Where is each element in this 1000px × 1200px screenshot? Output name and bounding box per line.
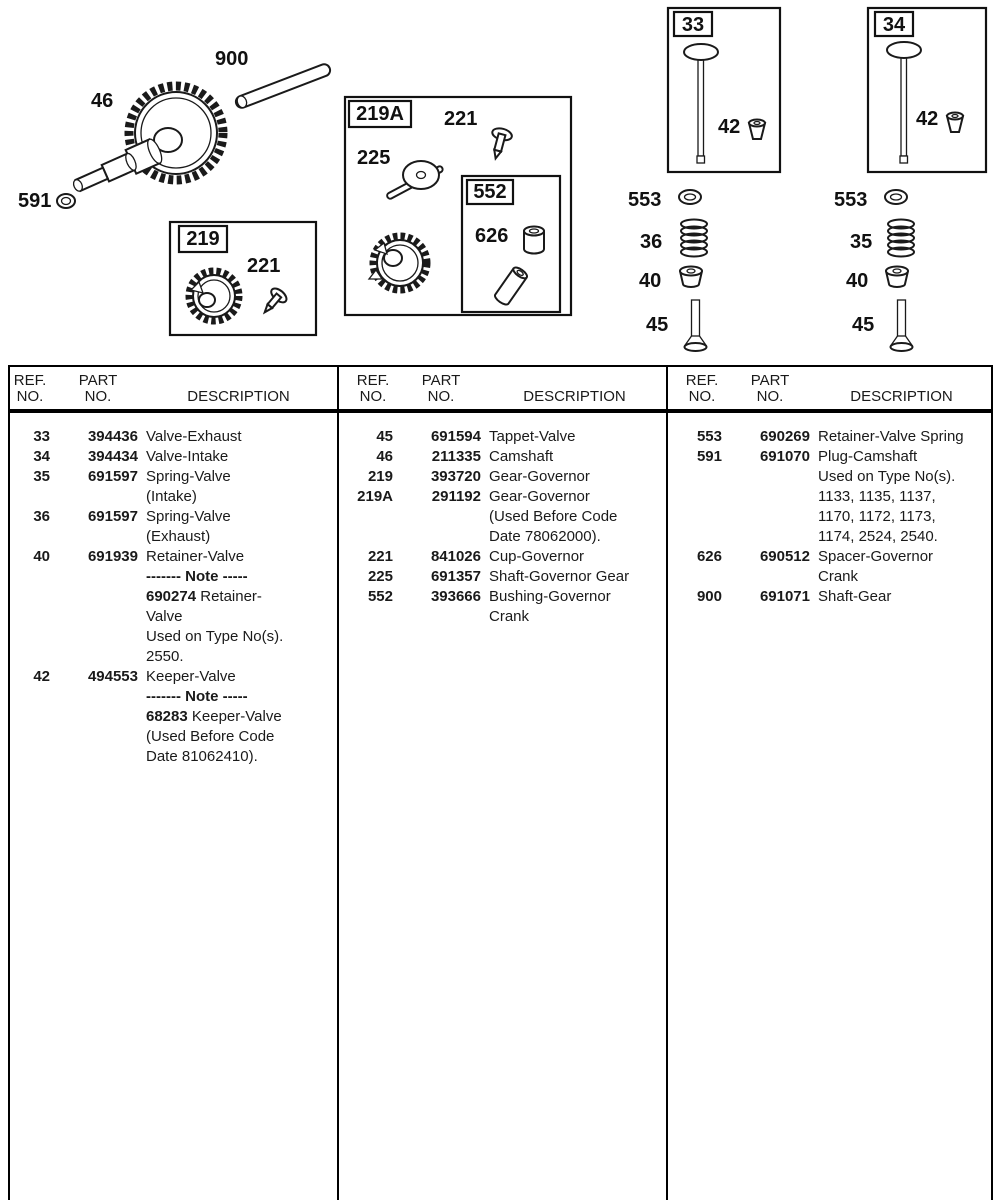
table-row (10, 427, 331, 447)
callout-219A-gear-governor: 219A (356, 103, 404, 125)
part-no: 691071 (759, 588, 810, 605)
part-no: 394434 (87, 448, 138, 465)
table-header-1 (10, 367, 337, 413)
description: 1170, 1172, 1173, (818, 508, 936, 525)
part-no (401, 607, 481, 627)
header-description: DESCRIPTION (850, 388, 953, 405)
description: ------- Note ----- (146, 568, 248, 585)
table-row-continuation (682, 507, 985, 527)
ref-no: 45 (376, 428, 393, 445)
description: Gear-Governor (489, 468, 590, 485)
table-row-continuation (10, 627, 331, 647)
ref-no: 219A (357, 488, 393, 505)
description: 2550. (146, 648, 184, 665)
header-description: DESCRIPTION (187, 388, 290, 405)
part-no (58, 567, 138, 587)
header-ref-no: REF. NO. (13, 372, 47, 405)
valve-intake-drawing (887, 42, 921, 163)
callout-552-bushing: 552 (473, 181, 507, 203)
ref-no (682, 527, 722, 547)
ref-no (10, 487, 50, 507)
callout-45-tappet-intake: 45 (852, 314, 875, 336)
part-no (401, 527, 481, 547)
callout-591-plug: 591 (18, 190, 52, 212)
callout-219-gear-governor: 219 (186, 228, 220, 250)
description: Shaft-Gear (818, 588, 892, 605)
spring-exhaust-drawing (681, 220, 707, 257)
description: Gear-Governor (489, 488, 590, 505)
table-row (353, 447, 660, 467)
tappet-intake-drawing (891, 300, 913, 351)
parts-column-3 (668, 367, 993, 1200)
ref-no (10, 627, 50, 647)
table-row (10, 667, 331, 687)
cup-governor-drawing-1 (258, 286, 289, 318)
description: (Used Before Code (146, 728, 275, 745)
parts-column-1 (10, 367, 339, 1200)
part-no: 841026 (430, 548, 481, 565)
description: Spring-Valve (146, 468, 231, 485)
retainer-intake-drawing (886, 267, 908, 288)
part-no: 691357 (430, 568, 481, 585)
table-row-continuation (10, 587, 331, 607)
description: 690274 Retainer- (146, 588, 262, 605)
valve-exhaust-drawing (684, 44, 718, 163)
callout-221-cup-governor-1: 221 (247, 255, 281, 277)
description: (Intake) (146, 488, 197, 505)
table-row (682, 427, 985, 447)
ref-no: 42 (33, 668, 50, 685)
table-row-continuation (10, 607, 331, 627)
cup-governor-drawing-2 (486, 126, 513, 161)
parts-column-2 (339, 367, 668, 1200)
table-rows-3 (668, 413, 991, 607)
ref-no: 552 (367, 588, 393, 605)
part-no: 691939 (87, 548, 138, 565)
callout-553-retainer-spring-intake: 553 (834, 189, 868, 211)
callout-42-keeper-intake: 42 (916, 108, 939, 130)
ref-no: 591 (696, 448, 722, 465)
part-no (58, 587, 138, 607)
callout-626-spacer: 626 (475, 225, 509, 247)
part-no: 211335 (431, 448, 481, 465)
callout-40-retainer-exhaust: 40 (639, 270, 662, 292)
table-row-continuation (682, 467, 985, 487)
table-row-continuation (10, 527, 331, 547)
table-header-3 (668, 367, 991, 413)
header-ref-no: REF. NO. (685, 372, 719, 405)
spacer-governor-drawing (493, 265, 528, 306)
part-no (58, 647, 138, 667)
tappet-exhaust-drawing (685, 300, 707, 351)
description: Tappet-Valve (489, 428, 576, 445)
description: (Used Before Code (489, 508, 618, 525)
part-no (58, 727, 138, 747)
part-no: 393666 (430, 588, 481, 605)
header-description: DESCRIPTION (523, 388, 626, 405)
keeper-intake-drawing (947, 113, 963, 133)
header-ref-no: REF. NO. (356, 372, 390, 405)
part-no (730, 487, 810, 507)
ref-no: 33 (33, 428, 50, 445)
callout-45-tappet-exhaust: 45 (646, 314, 669, 336)
table-row-continuation (10, 707, 331, 727)
description: ------- Note ----- (146, 688, 248, 705)
table-row (682, 587, 985, 607)
description: Valve-Intake (146, 448, 229, 465)
table-row (353, 547, 660, 567)
parts-table (8, 365, 993, 1200)
ref-no (10, 747, 50, 767)
part-no (58, 707, 138, 727)
ref-no (353, 607, 393, 627)
callout-34-valve-intake: 34 (882, 14, 906, 36)
part-no (730, 467, 810, 487)
ref-no: 900 (696, 588, 722, 605)
part-no (730, 567, 810, 587)
ref-no (10, 527, 50, 547)
header-part-no: PART NO. (750, 372, 790, 405)
callout-900-shaft-gear: 900 (215, 48, 249, 70)
ref-no (682, 467, 722, 487)
part-no (730, 527, 810, 547)
description: 1133, 1135, 1137, (818, 488, 936, 505)
description: Camshaft (489, 448, 554, 465)
ref-no (10, 707, 50, 727)
table-row (10, 467, 331, 487)
ref-no (10, 727, 50, 747)
description: (Exhaust) (146, 528, 211, 545)
description: Retainer-Valve Spring (818, 428, 964, 445)
ref-no (10, 567, 50, 587)
table-row (353, 467, 660, 487)
callout-225-shaft-governor: 225 (357, 147, 391, 169)
part-no (58, 687, 138, 707)
ref-no (682, 507, 722, 527)
plug-camshaft-drawing (57, 194, 75, 208)
retainer-exhaust-drawing (680, 267, 702, 288)
table-row-continuation (353, 507, 660, 527)
description: Crank (818, 568, 859, 585)
governor-gear-a-drawing (369, 236, 427, 290)
table-row (10, 507, 331, 527)
table-row (682, 547, 985, 567)
table-row-continuation (10, 647, 331, 667)
part-no (58, 607, 138, 627)
part-no (58, 747, 138, 767)
part-no (401, 507, 481, 527)
table-row-continuation (10, 727, 331, 747)
table-rows-2 (339, 413, 666, 627)
callout-42-keeper-exhaust: 42 (718, 116, 741, 138)
retainer-spring-exhaust-drawing (679, 190, 701, 204)
description: Spring-Valve (146, 508, 231, 525)
ref-no: 626 (696, 548, 722, 565)
table-row (353, 427, 660, 447)
description: Cup-Governor (489, 548, 585, 565)
ref-no: 553 (696, 428, 722, 445)
ref-no (353, 507, 393, 527)
part-no: 691594 (430, 428, 481, 445)
header-part-no: PART NO. (421, 372, 461, 405)
part-no: 691070 (759, 448, 810, 465)
part-no: 394436 (87, 428, 138, 445)
table-row (10, 547, 331, 567)
callout-46-camshaft: 46 (91, 90, 114, 112)
table-row-continuation (10, 487, 331, 507)
ref-no: 35 (33, 468, 50, 485)
table-row-continuation (10, 747, 331, 767)
callout-221-cup-governor-2: 221 (444, 108, 478, 130)
table-row-continuation (353, 527, 660, 547)
table-row (353, 487, 660, 507)
bushing-drawing (524, 227, 544, 254)
description: Plug-Camshaft (818, 448, 918, 465)
camshaft-drawing (69, 137, 165, 199)
description: 1174, 2524, 2540. (818, 528, 938, 545)
table-row-continuation (353, 607, 660, 627)
ref-no (682, 567, 722, 587)
description: Shaft-Governor Gear (489, 568, 630, 585)
ref-no (10, 587, 50, 607)
table-header-2 (339, 367, 666, 413)
part-no (730, 507, 810, 527)
header-part-no: PART NO. (78, 372, 118, 405)
part-no (58, 627, 138, 647)
ref-no: 40 (33, 548, 50, 565)
description: Keeper-Valve (146, 668, 236, 685)
table-row-continuation (682, 527, 985, 547)
table-row-continuation (10, 687, 331, 707)
ref-no (353, 527, 393, 547)
description: 68283 Keeper-Valve (146, 708, 282, 725)
description: Crank (489, 608, 530, 625)
part-no (58, 527, 138, 547)
shaft-gear-drawing (234, 62, 332, 109)
part-no: 691597 (87, 468, 138, 485)
part-no: 494553 (87, 668, 138, 685)
governor-gear-drawing (189, 271, 239, 321)
description: Retainer-Valve (146, 548, 245, 565)
description: Date 78062000). (489, 528, 601, 545)
ref-no: 221 (367, 548, 393, 565)
ref-no: 219 (367, 468, 393, 485)
table-row (353, 567, 660, 587)
ref-no (10, 687, 50, 707)
table-row (10, 447, 331, 467)
table-rows-1 (10, 413, 337, 767)
description: Used on Type No(s). (818, 468, 956, 485)
keeper-exhaust-drawing (749, 120, 765, 140)
description: Date 81062410). (146, 748, 258, 765)
description: Spacer-Governor (818, 548, 934, 565)
ref-no: 46 (376, 448, 393, 465)
table-row (353, 587, 660, 607)
spring-intake-drawing (888, 220, 914, 257)
table-row-continuation (682, 567, 985, 587)
ref-no (10, 607, 50, 627)
callout-36-spring-exhaust: 36 (640, 231, 663, 253)
part-no: 690269 (759, 428, 810, 445)
description: Valve (146, 608, 183, 625)
parts-diagram (0, 0, 1000, 365)
ref-no: 34 (33, 448, 50, 465)
part-no (58, 487, 138, 507)
callout-553-retainer-spring-exhaust: 553 (628, 189, 662, 211)
description: Used on Type No(s). (146, 628, 284, 645)
part-no: 393720 (430, 468, 481, 485)
shaft-governor-gear-drawing (386, 161, 444, 200)
description: Valve-Exhaust (146, 428, 242, 445)
retainer-spring-intake-drawing (885, 190, 907, 204)
ref-no (10, 647, 50, 667)
callout-40-retainer-intake: 40 (846, 270, 869, 292)
ref-no: 225 (367, 568, 393, 585)
callout-33-valve-exhaust: 33 (681, 14, 705, 36)
part-no: 691597 (87, 508, 138, 525)
description: Bushing-Governor (489, 588, 611, 605)
part-no: 291192 (431, 488, 481, 505)
table-row (682, 447, 985, 467)
part-no: 690512 (759, 548, 810, 565)
callout-35-spring-intake: 35 (850, 231, 873, 253)
table-row-continuation (10, 567, 331, 587)
ref-no (682, 487, 722, 507)
table-row-continuation (682, 487, 985, 507)
ref-no: 36 (33, 508, 50, 525)
